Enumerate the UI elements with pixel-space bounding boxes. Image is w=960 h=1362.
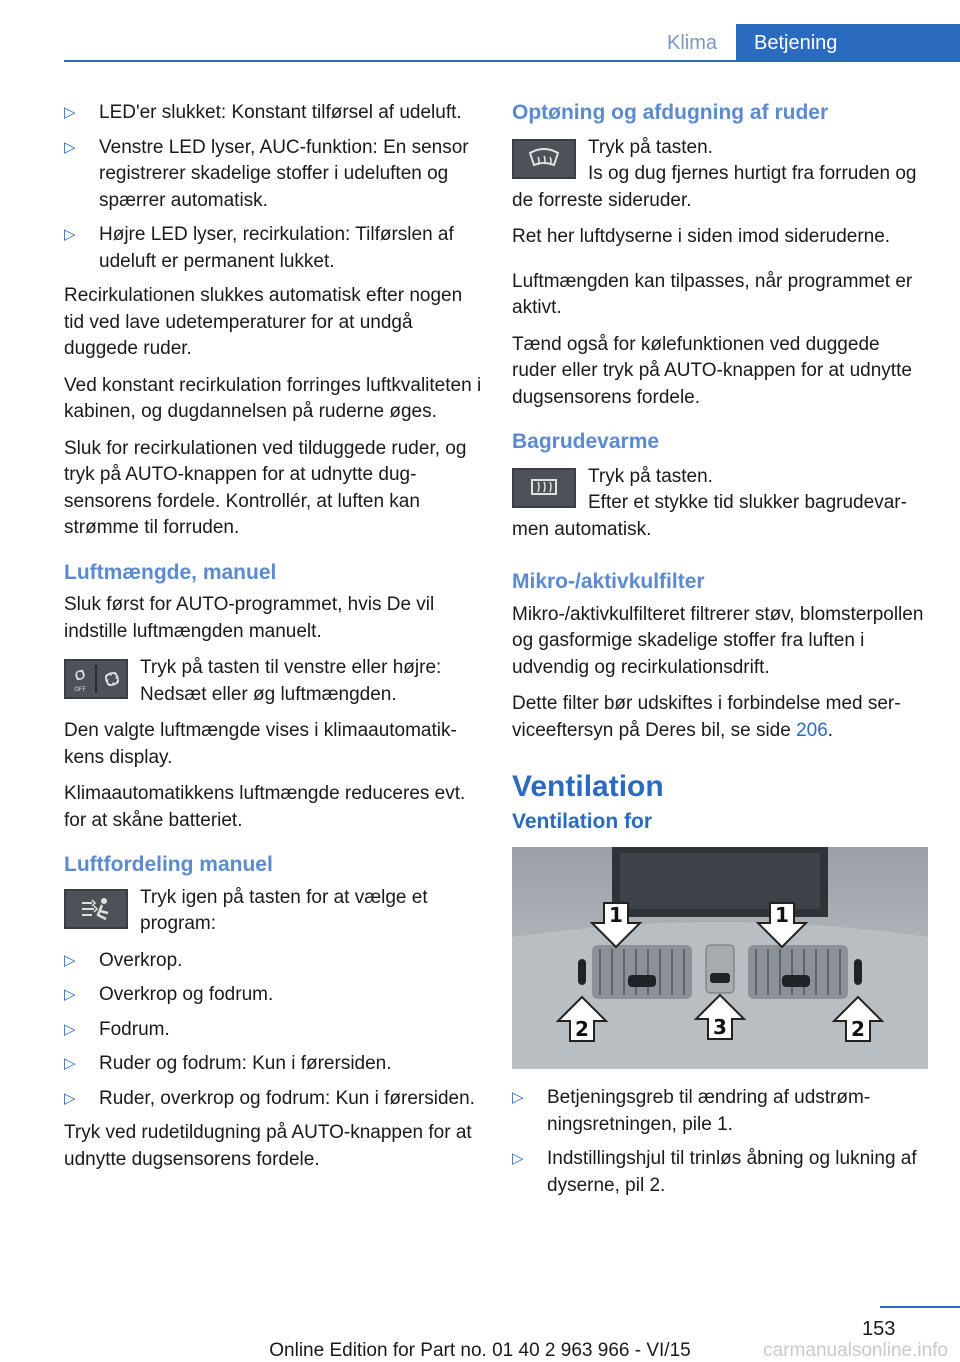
page-number: 153 [862, 1318, 896, 1340]
ventilation-list [512, 1085, 928, 1199]
paragraph: Tryk ved rudetildugning på AUTO-knappen for at udnytte dugsensorens fordele. [64, 1122, 472, 1170]
tab-klima: Klima [666, 32, 717, 54]
air-distribution-key-icon [64, 889, 128, 929]
list-item: ▷ Overkrop. [64, 948, 484, 975]
heading-optoning: Optøning og afdugning af ruder [512, 101, 829, 124]
heading-ventilation: Ventilation [512, 770, 664, 803]
paragraph: Sluk for recirkulationen ved tilduggede ruder, og tryk på AUTO-knappen for at udnytte dugsensorens fordele. Kontrollér, at luften kan strømme til forruden. [64, 437, 467, 538]
arrow-label: 2 [575, 1017, 589, 1041]
list-item: ▷ Venstre LED lyser, AUC-funktion: En sensor registrerer skadelige stoffer i udeluften og spærrer automatisk. [64, 136, 469, 211]
paragraph: Den valgte luftmængde vises i klimaautomatikkens display. [64, 720, 457, 768]
heading-ventilation-for: Ventilation for [512, 809, 653, 833]
heading-filter: Mikro-/aktivkulfilter [512, 570, 705, 593]
bullet-triangle-icon: ▷ [512, 1089, 524, 1106]
list-item: ▷ Indstillingshjul til trinløs åbning og lukning af dyserne, pil 2. [512, 1148, 917, 1196]
page-link-206[interactable]: 206 [796, 719, 828, 741]
rear-defrost-key-row [512, 464, 928, 544]
defrost-line-2: Is og dug fjernes hurtigt fra forruden og de forreste sideruder. [512, 163, 917, 211]
paragraph: Recirkulationen slukkes automatisk efter nogen tid ved lave udetemperaturer for at undgå duggede ruder. [64, 285, 463, 359]
edition-line: Online Edition for Part no. 01 40 2 963 966 - VI/15 [269, 1340, 691, 1361]
distribution-key-row [64, 885, 484, 938]
fan-speed-key-icon [64, 659, 128, 699]
rear-line-1: Tryk på tasten. [588, 465, 713, 487]
bullet-triangle-icon: ▷ [64, 1020, 76, 1038]
list-item: ▷ Betjeningsgreb til ændring af udstrømningsretningen, pile 1. [512, 1087, 871, 1135]
left-column [64, 100, 484, 1183]
paragraph: Mikro-/aktivkulfilteret filtrerer støv, blomsterpollen og gasformige skadelige stoffer fra luften i udvendig og recirkulationsdrift. [512, 603, 924, 678]
list-item: ▷ Fodrum. [64, 1017, 484, 1044]
list-item: ▷ Ruder og fodrum: Kun i førersiden. [64, 1051, 484, 1078]
fan-key-label: OFF [74, 686, 86, 693]
paragraph: Klimaautomatikkens luftmængde reduceres evt. for at skåne batteriet. [64, 783, 466, 831]
paragraph: Ved konstant recirkulation forringes luftkvaliteten i kabinen, og dugdannelsen på ruderne øges. [64, 374, 482, 422]
right-column [512, 100, 928, 1207]
distribution-key-text: Tryk igen på tasten for at vælge et program: [140, 886, 428, 934]
bullet-triangle-icon: ▷ [64, 226, 76, 243]
defrost-key-row [512, 135, 928, 215]
fan-key-text: Tryk på tasten til venstre eller højre: Nedsæt eller øg luftmængden. [140, 657, 442, 705]
arrow-label: 3 [713, 1015, 727, 1039]
list-item: ▷ Højre LED lyser, recirkulation: Tilførslen af udeluft er permanent lukket. [64, 224, 454, 272]
dashboard-vents-photo [512, 847, 928, 1069]
windshield-defrost-key-icon [512, 139, 576, 179]
header-rule [64, 60, 960, 62]
list-item: ▷ Ruder, overkrop og fodrum: Kun i førersiden. [64, 1086, 484, 1113]
rear-line-2: Efter et stykke tid slukker bagrudevarmen automatisk. [512, 492, 907, 540]
bullet-triangle-icon: ▷ [64, 986, 76, 1003]
fan-key-row [64, 655, 484, 708]
watermark: carmanualsonline.info [763, 1340, 948, 1361]
arrow-label: 2 [851, 1017, 865, 1041]
bullet-triangle-icon: ▷ [64, 1089, 76, 1107]
heading-luftmaengde: Luftmængde, manuel [64, 560, 277, 584]
paragraph: Luftmængden kan tilpasses, når programmet er aktivt. [512, 270, 913, 318]
bullet-triangle-icon: ▷ [64, 138, 76, 156]
list-item: ▷ Overkrop og fodrum. [64, 982, 484, 1009]
bullet-triangle-icon: ▷ [64, 104, 76, 121]
distribution-list [64, 948, 484, 1113]
defrost-line-1: Tryk på tasten. [588, 136, 713, 158]
heading-luftfordeling: Luftfordeling manuel [64, 853, 273, 876]
led-status-list [64, 100, 484, 275]
rear-window-heating-key-icon [512, 468, 576, 508]
bullet-triangle-icon: ▷ [64, 951, 76, 969]
paragraph: Sluk først for AUTO-programmet, hvis De vil indstille luftmængden manuelt. [64, 594, 435, 642]
arrow-label: 1 [775, 903, 789, 927]
paragraph: Tænd også for kølefunktionen ved duggede ruder eller tryk på AUTO-knappen for at udnytte dugsensorens fordele. [512, 333, 912, 408]
paragraph-service: Dette filter bør udskiftes i forbindelse med serviceeftersyn på Deres bil, se side 206. [512, 693, 901, 741]
arrow-label: 1 [609, 903, 623, 927]
footer-rule [880, 1306, 960, 1308]
paragraph: Ret her luftdyserne i siden imod sideruderne. [512, 226, 891, 247]
tab-betjening: Betjening [736, 24, 960, 62]
list-item: ▷ LED'er slukket: Konstant tilførsel af udeluft. [64, 100, 484, 127]
heading-bagrudevarme: Bagrudevarme [512, 430, 660, 453]
bullet-triangle-icon: ▷ [64, 1055, 76, 1072]
bullet-triangle-icon: ▷ [512, 1150, 524, 1167]
